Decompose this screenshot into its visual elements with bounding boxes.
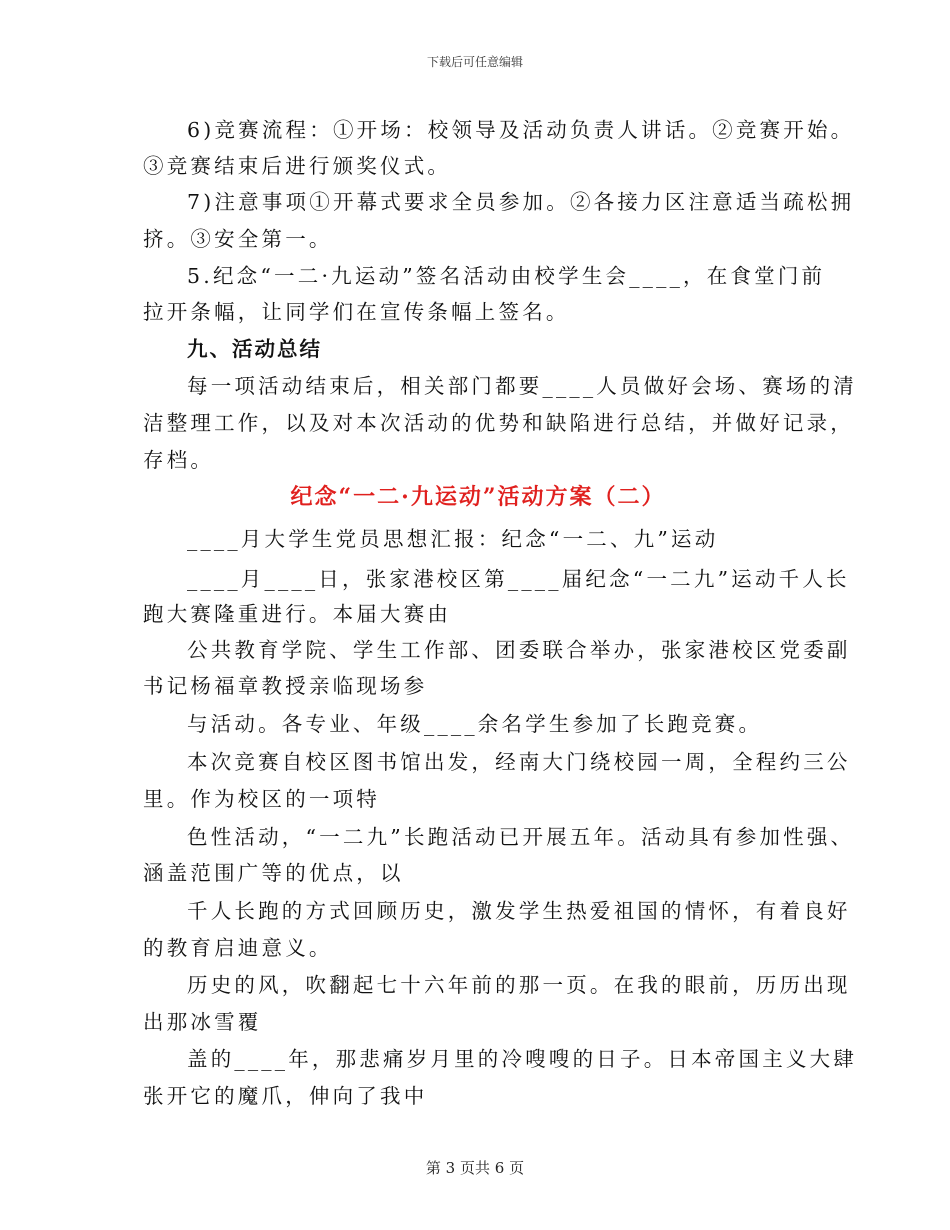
paragraph-line: 6)竞赛流程：①开场：校领导及活动负责人讲话。②竞赛开始。	[187, 118, 855, 142]
section-heading: 九、活动总结	[187, 337, 322, 361]
page-footer: 第 3 页共 6 页	[425, 1159, 525, 1177]
paragraph-line: 色性活动，“一二九”长跑活动已开展五年。活动具有参加性强、	[187, 825, 855, 849]
paragraph-line: ③竞赛结束后进行颁奖仪式。	[143, 154, 452, 178]
paragraph-line: ____月____日，张家港校区第____届纪念“一二九”运动千人长	[187, 567, 850, 591]
paragraph-line: 本次竞赛自校区图书馆出发，经南大门绕校园一周，全程约三公	[187, 750, 851, 774]
paragraph-line: 公共教育学院、学生工作部、团委联合举办，张家港校区党委副	[187, 638, 851, 662]
paragraph-line: 的教育启迪意义。	[143, 936, 333, 960]
paragraph-line: 挤。③安全第一。	[143, 227, 333, 251]
paragraph-line: 拉开条幅，让同学们在宣传条幅上签名。	[143, 300, 570, 324]
paragraph-line: 涵盖范围广等的优点，以	[143, 861, 404, 885]
paragraph-line: 洁整理工作，以及对本次活动的优势和缺陷进行总结，并做好记录，	[143, 411, 854, 435]
paragraph-line: ____月大学生党员思想汇报：纪念“一二、九”运动	[187, 527, 719, 551]
paragraph-line: 与活动。各专业、年级____余名学生参加了长跑竞赛。	[187, 712, 763, 736]
paragraph-line: 存档。	[143, 448, 215, 472]
paragraph-line: 跑大赛隆重进行。本届大赛由	[143, 602, 452, 626]
paragraph-line: 7)注意事项①开幕式要求全员参加。②各接力区注意适当疏松拥	[187, 190, 855, 214]
paragraph-line: 5.纪念“一二·九运动”签名活动由校学生会____，在食堂门前	[187, 264, 826, 288]
paragraph-line: 里。作为校区的一项特	[143, 787, 380, 811]
paragraph-line: 书记杨福章教授亲临现场参	[143, 674, 428, 698]
paragraph-line: 盖的____年，那悲痛岁月里的冷嗖嗖的日子。日本帝国主义大肆	[187, 1047, 857, 1071]
paragraph-line: 出那冰雪覆	[143, 1010, 262, 1034]
page-header: 下载后可任意编辑	[426, 55, 523, 69]
paragraph-line: 每一项活动结束后，相关部门都要____人员做好会场、赛场的清	[187, 374, 857, 398]
paragraph-line: 历史的风，吹翻起七十六年前的那一页。在我的眼前，历历出现	[187, 973, 851, 997]
document-title: 纪念“一二·九运动”活动方案（二）	[290, 484, 666, 510]
paragraph-line: 张开它的魔爪，伸向了我中	[143, 1084, 428, 1108]
paragraph-line: 千人长跑的方式回顾历史，激发学生热爱祖国的情怀，有着良好	[187, 899, 851, 923]
